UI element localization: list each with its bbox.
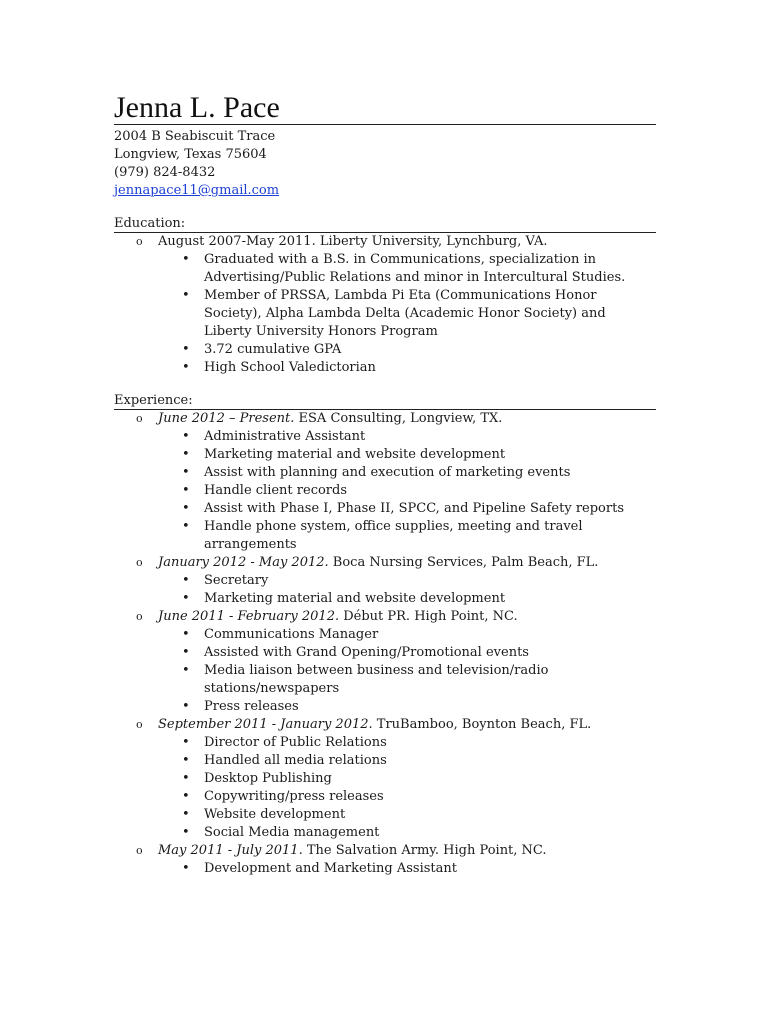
city-line: Longview, Texas 75604	[114, 147, 267, 162]
list-item	[114, 644, 656, 662]
list-item-text: Assisted with Grand Opening/Promotional events	[204, 645, 529, 660]
contact-block	[114, 128, 656, 200]
hollow-bullet-icon: o	[136, 556, 143, 569]
bullet-icon: •	[182, 252, 190, 267]
list-item	[114, 446, 656, 464]
entry-organization: Liberty University, Lynchburg, VA.	[319, 234, 548, 249]
list-item	[114, 287, 656, 341]
education-heading: Education:	[114, 216, 656, 233]
entry-bullet-list	[114, 251, 656, 377]
list-item	[114, 734, 656, 752]
entry-bullet-list	[114, 734, 656, 842]
list-item-text: Copywriting/press releases	[204, 789, 384, 804]
list-item	[114, 626, 656, 644]
bullet-icon: •	[182, 627, 190, 642]
list-item	[114, 860, 656, 878]
entry-organization: The Salvation Army. High Point, NC.	[306, 843, 547, 858]
list-item	[114, 806, 656, 824]
entry-bullet-list	[114, 860, 656, 878]
list-item	[114, 359, 656, 377]
entry-date: January 2012 - May 2012.	[158, 555, 329, 570]
hollow-bullet-icon: o	[136, 412, 143, 425]
list-item-text: Development and Marketing Assistant	[204, 861, 457, 876]
hollow-bullet-icon: o	[136, 235, 143, 248]
list-item	[114, 752, 656, 770]
list-item	[114, 590, 656, 608]
entry-organization: Boca Nursing Services, Palm Beach, FL.	[332, 555, 599, 570]
resume-content	[114, 92, 656, 878]
list-item-text: Media liaison between business and television/radio stations/newspapers	[204, 663, 549, 696]
bullet-icon: •	[182, 807, 190, 822]
bullet-icon: •	[182, 465, 190, 480]
bullet-icon: •	[182, 447, 190, 462]
list-item-text: Handle phone system, office supplies, meeting and travel arrangements	[204, 519, 583, 552]
entry-date: June 2012 – Present.	[158, 411, 295, 426]
phone-line: (979) 824-8432	[114, 165, 216, 180]
list-item-text: 3.72 cumulative GPA	[204, 342, 342, 357]
list-item-text: Graduated with a B.S. in Communications, specialization in Advertising/Public Relations and minor in Intercultural Studies.	[204, 252, 626, 285]
list-item-text: High School Valedictorian	[204, 360, 376, 375]
bullet-icon: •	[182, 789, 190, 804]
entry-bullet-list	[114, 626, 656, 716]
list-item	[114, 698, 656, 716]
entry-bullet-list	[114, 428, 656, 554]
list-item	[114, 341, 656, 359]
bullet-icon: •	[182, 861, 190, 876]
bullet-icon: •	[182, 519, 190, 534]
entry-date: May 2011 - July 2011.	[158, 843, 303, 858]
education-entry	[114, 233, 656, 251]
hollow-bullet-icon: o	[136, 610, 143, 623]
experience-entry	[114, 554, 656, 572]
bullet-icon: •	[182, 771, 190, 786]
experience-entry	[114, 716, 656, 734]
list-item	[114, 572, 656, 590]
experience-entry	[114, 608, 656, 626]
list-item	[114, 251, 656, 287]
bullet-icon: •	[182, 753, 190, 768]
experience-list	[114, 410, 656, 878]
list-item-text: Press releases	[204, 699, 299, 714]
list-item-text: Member of PRSSA, Lambda Pi Eta (Communications Honor Society), Alpha Lambda Delta (Academic Honor Society) and Liberty University Honors Program	[204, 288, 606, 339]
list-item	[114, 518, 656, 554]
list-item-text: Website development	[204, 807, 346, 822]
address-line: 2004 B Seabiscuit Trace	[114, 129, 276, 144]
education-list	[114, 233, 656, 377]
list-item-text: Administrative Assistant	[204, 429, 366, 444]
list-item	[114, 428, 656, 446]
bullet-icon: •	[182, 573, 190, 588]
list-item-text: Handle client records	[204, 483, 348, 498]
bullet-icon: •	[182, 288, 190, 303]
bullet-icon: •	[182, 483, 190, 498]
list-item-text: Handled all media relations	[204, 753, 387, 768]
entry-organization: TruBamboo, Boynton Beach, FL.	[376, 717, 592, 732]
entry-date: June 2011 - February 2012.	[158, 609, 340, 624]
bullet-icon: •	[182, 429, 190, 444]
list-item	[114, 482, 656, 500]
entry-bullet-list	[114, 572, 656, 608]
entry-date: September 2011 - January 2012.	[158, 717, 373, 732]
entry-date: August 2007-May 2011.	[158, 234, 316, 249]
list-item	[114, 770, 656, 788]
bullet-icon: •	[182, 360, 190, 375]
list-item	[114, 824, 656, 842]
list-item-text: Desktop Publishing	[204, 771, 332, 786]
bullet-icon: •	[182, 699, 190, 714]
list-item-text: Communications Manager	[204, 627, 379, 642]
list-item-text: Marketing material and website development	[204, 591, 506, 606]
candidate-name: Jenna L. Pace	[114, 92, 656, 125]
hollow-bullet-icon: o	[136, 718, 143, 731]
bullet-icon: •	[182, 825, 190, 840]
list-item	[114, 464, 656, 482]
entry-organization: Début PR. High Point, NC.	[343, 609, 518, 624]
experience-entry	[114, 410, 656, 428]
list-item	[114, 662, 656, 698]
bullet-icon: •	[182, 342, 190, 357]
entry-organization: ESA Consulting, Longview, TX.	[298, 411, 503, 426]
list-item	[114, 500, 656, 518]
bullet-icon: •	[182, 663, 190, 678]
experience-entry	[114, 842, 656, 860]
list-item-text: Marketing material and website development	[204, 447, 506, 462]
bullet-icon: •	[182, 735, 190, 750]
bullet-icon: •	[182, 645, 190, 660]
list-item-text: Secretary	[204, 573, 269, 588]
list-item-text: Assist with planning and execution of marketing events	[204, 465, 571, 480]
list-item	[114, 788, 656, 806]
email-link[interactable]: jennapace11@gmail.com	[114, 183, 280, 198]
hollow-bullet-icon: o	[136, 844, 143, 857]
list-item-text: Director of Public Relations	[204, 735, 387, 750]
experience-heading: Experience:	[114, 393, 656, 410]
list-item-text: Social Media management	[204, 825, 380, 840]
bullet-icon: •	[182, 501, 190, 516]
bullet-icon: •	[182, 591, 190, 606]
list-item-text: Assist with Phase I, Phase II, SPCC, and Pipeline Safety reports	[204, 501, 624, 516]
